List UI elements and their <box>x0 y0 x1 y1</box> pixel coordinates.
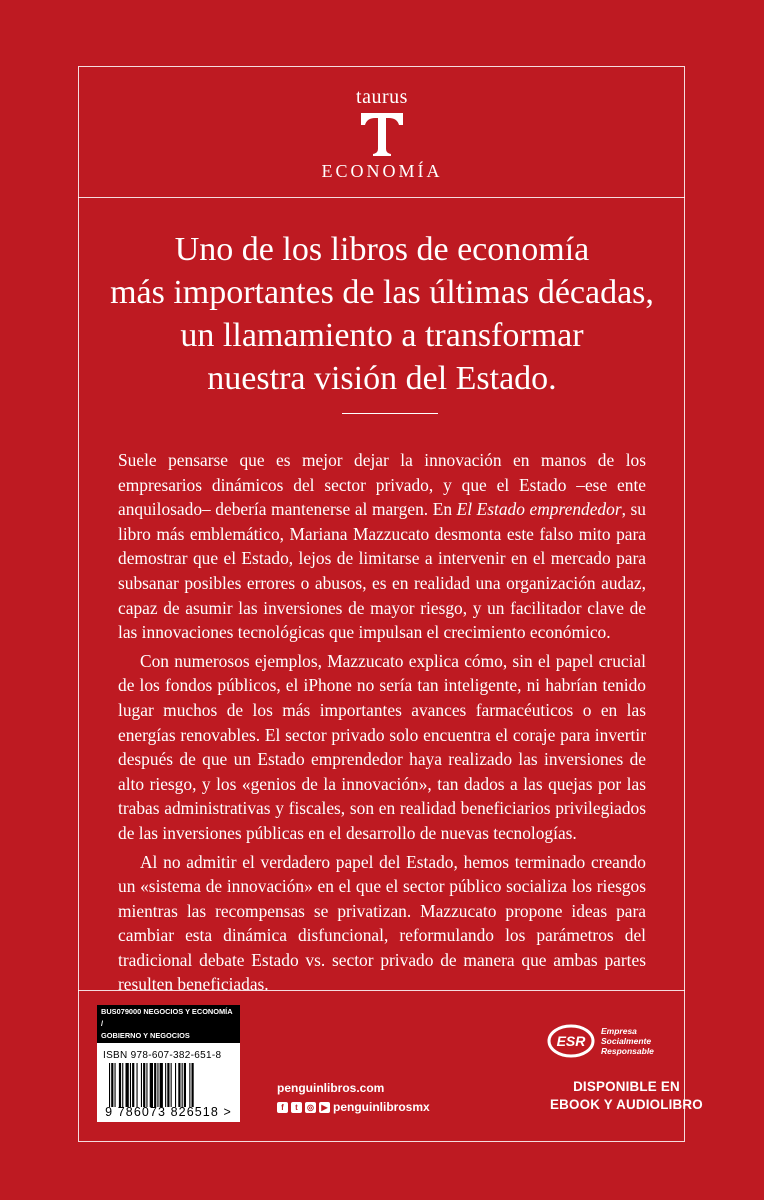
bisac-category: BUS079000 NEGOCIOS Y ECONOMÍA / GOBIERNO Y NEGOCIOS <box>97 1005 240 1043</box>
social-handle[interactable]: penguinlibrosmx <box>333 1100 430 1114</box>
tagline-line: un llamamiento a transformar <box>180 317 584 354</box>
isbn-label: ISBN 978-607-382-651-8 <box>103 1050 222 1061</box>
synopsis-paragraph: Con numerosos ejemplos, Mazzucato explica cómo, sin el papel crucial de los fondos públicos, el iPhone no sería tan inteligente, ni habrían tenido lugar muchos de los más importantes avances farmacéuticos o en las energías renovables. El sector privado solo encuentra el coraje para invertir después de que un Estado emprendedor haya realizado las inversiones de alto riesgo, y los «genios de la innovación», tan dados a las quejas por las trabas administrativas y fiscales, son en realidad beneficiarios privilegiados de las inversiones públicas en el desarrollo de nuevas tecnologías. <box>118 650 646 843</box>
facebook-icon[interactable]: f <box>277 1102 288 1113</box>
youtube-icon[interactable]: ▶ <box>319 1102 330 1113</box>
publisher-website[interactable]: penguinlibros.com <box>277 1081 385 1095</box>
barcode-block <box>97 1005 240 1122</box>
synopsis <box>118 448 646 1001</box>
esr-badge <box>547 1024 654 1058</box>
barcode-digits: 9 786073 826518 > <box>105 1105 232 1119</box>
tagline <box>0 228 764 400</box>
logo-word: taurus <box>356 86 408 108</box>
twitter-icon[interactable]: t <box>291 1102 302 1113</box>
tagline-line: nuestra visión del Estado. <box>207 360 557 397</box>
availability-note: DISPONIBLE EN EBOOK Y AUDIOLIBRO <box>550 1079 703 1112</box>
barcode-icon <box>105 1063 233 1107</box>
synopsis-paragraph: Suele pensarse que es mejor dejar la innovación en manos de los empresarios dinámicos del sector privado, y que el Estado –ese ente anquilosado– debería mantenerse al margen. En El Estado emprendedor, su libro más emblemático, Mariana Mazzucato desmonta este falso mito para demostrar que el Estado, lejos de limitarse a intervenir en el mercado para subsanar posibles errores o abusos, es en realidad una organización audaz, capaz de asumir las inversiones de mayor riesgo, y un facilitador clave de las innovaciones tecnológicas que impulsan el crecimiento económico. <box>118 450 646 643</box>
esr-logo-icon <box>547 1024 595 1058</box>
book-title: El Estado emprendedor <box>456 499 622 520</box>
svg-text:ESR: ESR <box>556 1033 586 1049</box>
esr-text: Empresa Socialmente Responsable <box>601 1026 654 1056</box>
tagline-line: Uno de los libros de economía <box>174 231 590 268</box>
social-links <box>277 1100 430 1114</box>
logo-series: ECONOMÍA <box>321 161 443 181</box>
header-divider <box>78 197 685 198</box>
publisher-logo <box>0 86 764 182</box>
tagline-line: más importantes de las últimas décadas, <box>110 274 654 311</box>
instagram-icon[interactable]: ◎ <box>305 1102 316 1113</box>
synopsis-paragraph: Al no admitir el verdadero papel del Estado, hemos terminado creando un «sistema de innovación» en el que el sector público socializa los riesgos mientras las recompensas se privatizan. Mazzucato propone ideas para cambiar esta dinámica disfuncional, reformulando los parámetros del tradicional debate Estado vs. sector privado de manera que ambas partes resulten beneficiadas. <box>118 851 646 995</box>
taurus-t-icon <box>359 111 405 157</box>
section-rule <box>342 413 438 414</box>
